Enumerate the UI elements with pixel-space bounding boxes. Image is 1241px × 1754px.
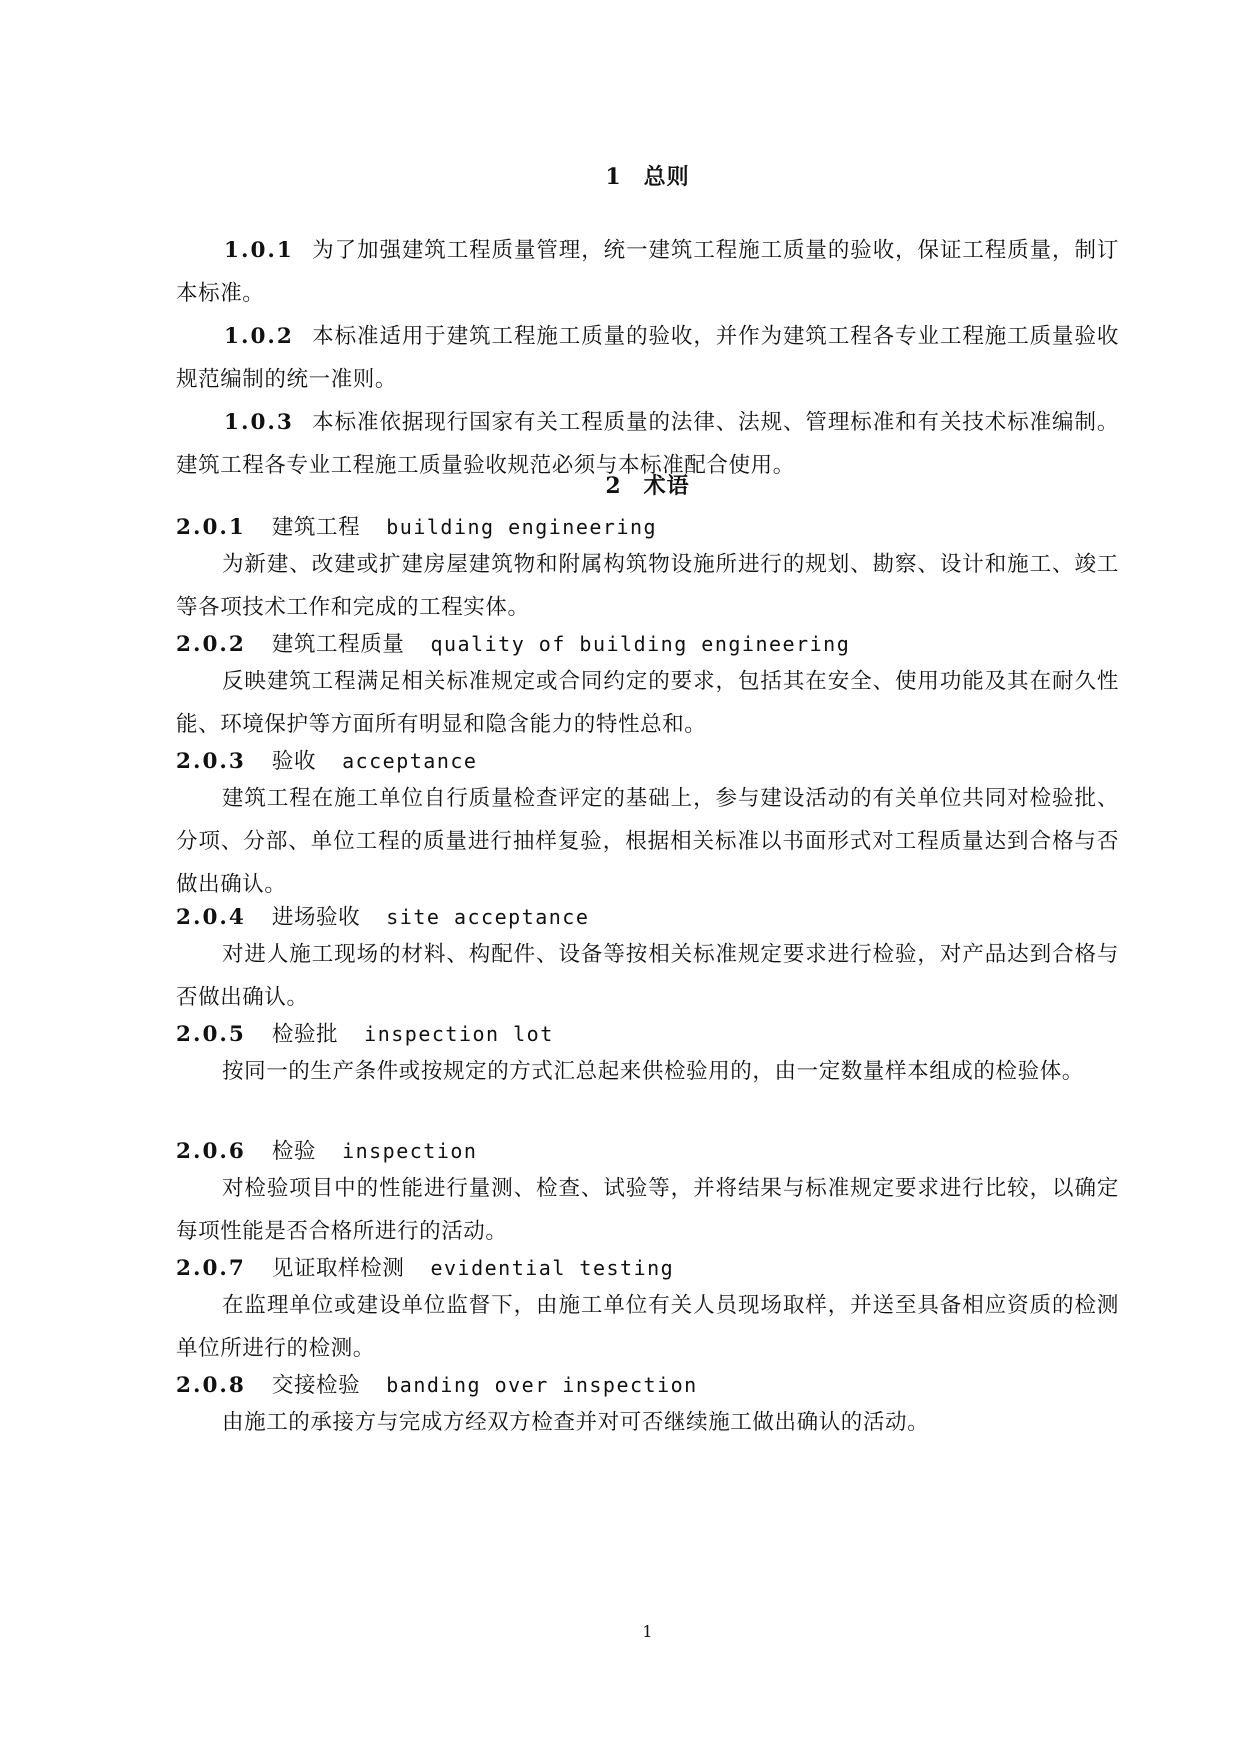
term-english: acceptance [342,749,478,773]
term-2-0-4-heading [176,902,1119,933]
clause-text: 本标准适用于建筑工程施工质量的验收，并作为建筑工程各专业工程施工质量验收规范编制的统一准则。 [176,324,1119,392]
term-chinese: 建筑工程质量 [271,632,405,657]
chapter-title-text: 总则 [643,164,690,190]
chapter-title-text: 术语 [643,473,690,499]
term-chinese: 交接检验 [271,1373,361,1398]
term-number: 2.0.4 [176,905,246,930]
clause-number: 1.0.3 [224,410,294,435]
term-2-0-4-definition: 对进人施工现场的材料、构配件、设备等按相关标准规定要求进行检验，对产品达到合格与否做出确认。 [176,942,1119,1010]
term-chinese: 检验 [271,1139,317,1164]
term-2-0-3-heading [176,746,1119,777]
chapter-number: 1 [605,164,622,190]
term-number: 2.0.6 [176,1139,246,1164]
chapter-2-title [176,471,1119,501]
clause-text: 本标准依据现行国家有关工程质量的法律、法规、管理标准和有关技术标准编制。建筑工程各专业工程施工质量验收规范必须与本标准配合使用。 [176,410,1119,478]
clause-1-0-1 [176,229,1119,315]
clause-number: 1.0.1 [224,238,294,263]
term-chinese: 建筑工程 [271,515,361,540]
term-chinese: 见证取样检测 [271,1256,405,1281]
term-number: 2.0.1 [176,515,246,540]
term-number: 2.0.5 [176,1022,246,1047]
term-2-0-6-definition: 对检验项目中的性能进行量测、检查、试验等，并将结果与标准规定要求进行比较，以确定每项性能是否合格所进行的活动。 [176,1176,1119,1244]
clause-number: 1.0.2 [224,324,294,349]
term-english: building engineering [386,515,658,539]
term-chinese: 验收 [271,749,317,774]
term-2-0-8-heading [176,1370,1119,1401]
term-chinese: 检验批 [271,1022,339,1047]
chapter-1-title [176,162,1119,192]
term-english: evidential testing [430,1256,675,1280]
term-english: inspection lot [364,1022,554,1046]
term-number: 2.0.7 [176,1256,246,1281]
term-english: banding over inspection [386,1373,698,1397]
term-2-0-2-definition: 反映建筑工程满足相关标准规定或合同约定的要求，包括其在安全、使用功能及其在耐久性能、环境保护等方面所有明显和隐含能力的特性总和。 [176,669,1119,737]
page-number: 1 [642,1622,653,1641]
term-2-0-7-heading [176,1253,1119,1284]
term-english: quality of building engineering [430,632,851,656]
term-english: inspection [342,1139,478,1163]
clause-text: 为了加强建筑工程质量管理，统一建筑工程施工质量的验收，保证工程质量，制订本标准。 [176,238,1119,306]
term-english: site acceptance [386,905,590,929]
document-page [176,0,1119,1754]
term-number: 2.0.8 [176,1373,246,1398]
chapter-number: 2 [605,473,622,499]
term-2-0-5-heading [176,1019,1119,1050]
term-2-0-3-definition: 建筑工程在施工单位自行质量检查评定的基础上，参与建设活动的有关单位共同对检验批、分项、分部、单位工程的质量进行抽样复验，根据相关标准以书面形式对工程质量达到合格与否做出确认。 [176,786,1119,897]
term-2-0-1-heading [176,512,1119,543]
term-2-0-7-definition: 在监理单位或建设单位监督下，由施工单位有关人员现场取样，并送至具备相应资质的检测单位所进行的检测。 [176,1293,1119,1361]
term-2-0-5-definition: 按同一的生产条件或按规定的方式汇总起来供检验用的，由一定数量样本组成的检验体。 [222,1059,1084,1084]
term-number: 2.0.2 [176,632,246,657]
term-number: 2.0.3 [176,749,246,774]
term-2-0-8-definition: 由施工的承接方与完成方经双方检查并对可否继续施工做出确认的活动。 [222,1410,930,1435]
term-chinese: 进场验收 [271,905,361,930]
term-2-0-6-heading [176,1136,1119,1167]
term-2-0-2-heading [176,629,1119,660]
term-2-0-1-definition: 为新建、改建或扩建房屋建筑物和附属构筑物设施所进行的规划、勘察、设计和施工、竣工等各项技术工作和完成的工程实体。 [176,552,1119,620]
clause-1-0-2 [176,315,1119,401]
